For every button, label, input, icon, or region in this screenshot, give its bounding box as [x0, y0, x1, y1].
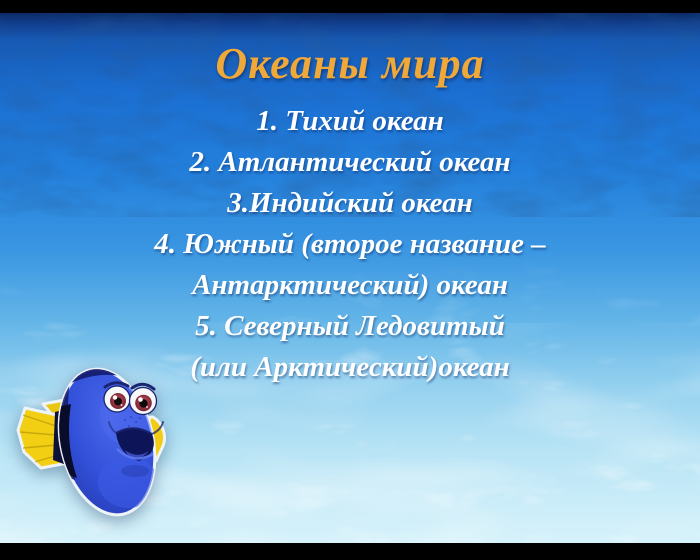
ocean-list-line-3: 3.Индийский океан [227, 187, 473, 219]
ocean-list-line-5b: (или Арктический)океан [190, 351, 510, 383]
fish-left-eye [104, 386, 130, 412]
ocean-list-line-1: 1. Тихий океан [256, 105, 444, 137]
letterbox-bottom-bar [0, 543, 700, 560]
ocean-list-line-5a: 5. Северный Ледовитый [195, 310, 505, 342]
ocean-list-line-4b: Антарктический) океан [192, 269, 508, 301]
fish-right-eye [130, 388, 157, 415]
ocean-list [0, 101, 700, 388]
ocean-list-line-4a: 4. Южный (второе название – [154, 228, 546, 260]
ocean-list-line-2: 2. Атлантический океан [189, 146, 511, 178]
letterbox-top-bar [0, 0, 700, 13]
slide-content [0, 13, 700, 388]
slide-title: Океаны мира [215, 39, 485, 88]
